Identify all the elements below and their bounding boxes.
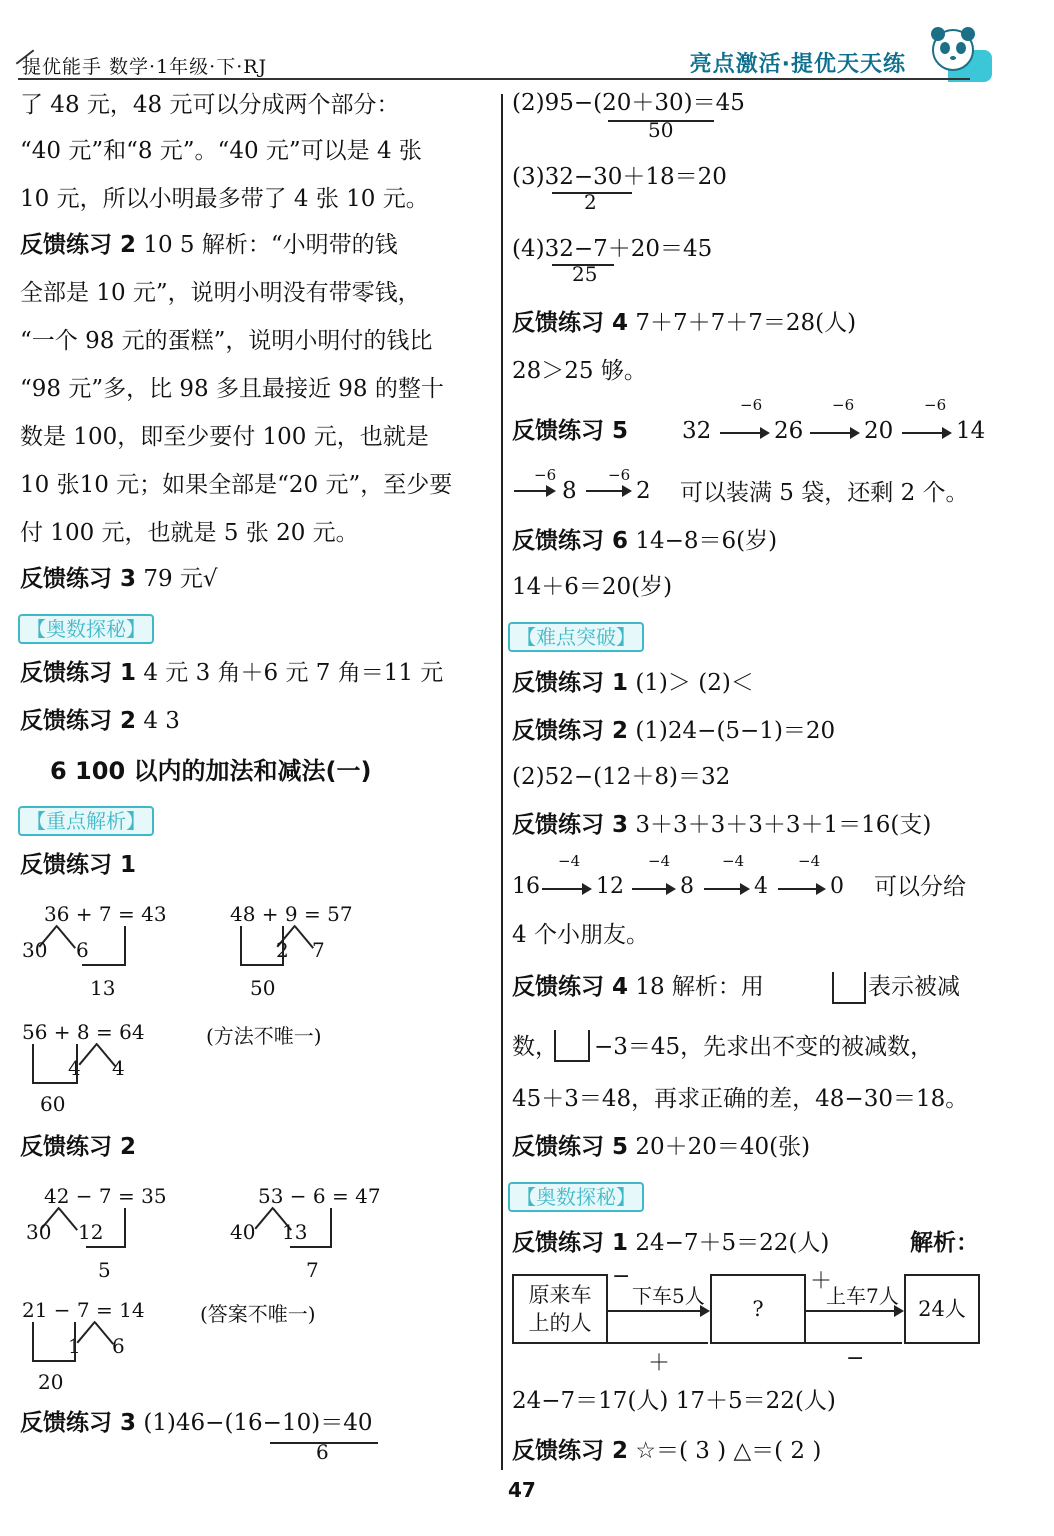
exercise-label: 反馈练习 2 (20, 708, 137, 734)
answer-line: “一个 98 元的蛋糕”，说明小明付的钱比 (20, 328, 433, 354)
answer-line: 表示被减 (868, 974, 960, 1000)
section-tag-key-analysis: 【重点解析】 (18, 806, 154, 836)
diagram-operator: ＋ (810, 1269, 833, 1294)
split-part: 40 (230, 1220, 256, 1244)
header-rule (18, 78, 970, 80)
answer-line: 14＋6＝20(岁) (512, 574, 673, 600)
arrow-right-icon (902, 432, 950, 434)
section-tag-difficulty: 【难点突破】 (508, 622, 644, 652)
section-tag-olympiad: 【奥数探秘】 (18, 614, 154, 644)
answer-line: −3＝45，先求出不变的被减数， (594, 1034, 934, 1060)
difficulty-exercise-5 (512, 1132, 810, 1162)
difficulty-exercise-2 (512, 716, 835, 746)
page-number: 47 (508, 1478, 536, 1502)
answer-line: (3)32−30＋18＝20 (512, 164, 727, 190)
exercise-answer: 14−8＝6(岁) (628, 528, 778, 554)
answer-line: 数是 100，即至少要付 100 元，也就是 (20, 424, 429, 450)
exercise-label: 反馈练习 1 (20, 660, 137, 686)
split-part: 4 (68, 1056, 81, 1080)
equation: 42 − 7 = 35 (44, 1184, 167, 1208)
exercise-label: 反馈练习 1 (20, 852, 137, 878)
combine-bracket (82, 948, 126, 966)
equation: 56 + 8 = 64 (22, 1020, 145, 1044)
equation-note: (方法不唯一) (206, 1024, 322, 1048)
panda-mascot-icon (920, 18, 986, 84)
split-part: 6 (112, 1334, 125, 1358)
sequence-value: 20 (864, 418, 894, 444)
difficulty-exercise-4 (512, 972, 764, 1002)
section-title: 6 100 以内的加法和减法(一) (50, 757, 372, 785)
exercise-label: 反馈练习 3 (20, 1410, 137, 1436)
olympiad-exercise-2 (512, 1436, 821, 1466)
placeholder-box (554, 1030, 590, 1062)
exercise-answer: 20＋20＝40(张) (628, 1134, 811, 1160)
arrow-right-icon (514, 490, 554, 492)
equation: 53 − 6 = 47 (258, 1184, 381, 1208)
exercise-label: 反馈练习 4 (512, 310, 629, 336)
diagram-box-final-passengers: 24人 (904, 1274, 980, 1344)
split-part: 30 (26, 1220, 52, 1244)
exercise-answer: (1)＞ (2)＜ (628, 670, 754, 696)
feedback-exercise-3 (20, 564, 218, 594)
difficulty-exercise-3 (512, 810, 931, 840)
exercise-label: 反馈练习 3 (20, 566, 137, 592)
arrow-operation: −6 (740, 396, 763, 414)
split-line (78, 1043, 98, 1066)
combine-result: 60 (40, 1092, 66, 1116)
answer-line: 付 100 元，也就是 5 张 20 元。 (20, 520, 359, 546)
answer-line: 45＋3＝48，再求正确的差，48−30＝18。 (512, 1086, 969, 1112)
combine-result: 20 (38, 1370, 64, 1394)
arrow-operation: −6 (924, 396, 947, 414)
combine-bracket (240, 926, 284, 966)
exercise-label: 反馈练习 3 (512, 812, 629, 838)
partial-result: 25 (572, 262, 598, 286)
difficulty-exercise-1 (512, 668, 754, 698)
answer-line: 了 48 元，48 元可以分成两个部分： (20, 92, 400, 118)
answer-line: 10 张10 元；如果全部是“20 元”，至少要 (20, 472, 453, 498)
exercise-answer: ☆＝( 3 ) △＝( 2 ) (628, 1438, 822, 1464)
answer-line: 数， (512, 1034, 558, 1060)
analysis-label: 解析： (910, 1230, 979, 1256)
arrow-right-icon (542, 888, 590, 890)
key-exercise-2 (20, 1132, 136, 1162)
equation-note: (答案不唯一) (200, 1302, 316, 1326)
header-book-title: 提优能手 数学·1年级·下·RJ (22, 56, 268, 78)
exercise-answer: 4 3 (136, 708, 180, 734)
key-exercise-3 (20, 1408, 372, 1438)
exercise-label: 反馈练习 4 (512, 974, 629, 1000)
diagram-label-get-off: 下车5人 (632, 1284, 705, 1308)
diagram-reverse-line (806, 1342, 902, 1344)
sequence-value: 32 (682, 418, 712, 444)
combine-bracket (32, 1044, 78, 1084)
split-part: 4 (112, 1056, 125, 1080)
exercise-label: 反馈练习 2 (512, 718, 629, 744)
answer-line: (2)95−(20＋30)＝45 (512, 90, 745, 116)
split-line (58, 1208, 78, 1231)
sequence-value: 14 (956, 418, 986, 444)
placeholder-box (832, 972, 866, 1004)
diagram-box-unknown: ? (710, 1274, 806, 1344)
feedback-exercise-5 (512, 416, 628, 446)
answer-conclusion: 可以分给 (874, 874, 966, 900)
header-series-title: 亮点激活·提优天天练 (689, 52, 906, 77)
split-part: 13 (282, 1220, 308, 1244)
exercise-label: 反馈练习 5 (512, 418, 629, 444)
sequence-value: 26 (774, 418, 804, 444)
arrow-right-icon (810, 432, 858, 434)
arrow-operation: −4 (648, 852, 671, 870)
combine-line (124, 1208, 126, 1246)
split-part: 1 (68, 1334, 81, 1358)
arrow-operation: −6 (832, 396, 855, 414)
exercise-answer: 3＋3＋3＋3＋3＋1＝16(支) (628, 812, 932, 838)
combine-result: 13 (90, 976, 116, 1000)
exercise-label: 反馈练习 2 (20, 1134, 137, 1160)
combine-bracket (290, 1230, 332, 1248)
exercise-answer: 7＋7＋7＋7＝28(人) (628, 310, 857, 336)
sequence-value: 16 (512, 874, 540, 899)
answer-line: “40 元”和“8 元”。“40 元”可以是 4 张 (20, 138, 422, 164)
feedback-exercise-4 (512, 308, 856, 338)
exercise-answer: (1)24−(5−1)＝20 (628, 718, 836, 744)
exercise-label: 反馈练习 1 (512, 1230, 629, 1256)
exercise-label: 反馈练习 2 (20, 232, 137, 258)
split-part: 30 (22, 938, 48, 962)
column-divider (501, 94, 503, 1470)
arrow-operation: −4 (722, 852, 745, 870)
arrow-right-icon (806, 1310, 902, 1312)
sequence-value: 4 (754, 874, 768, 899)
combine-bracket (86, 1230, 126, 1248)
exercise-label: 反馈练习 2 (512, 1438, 629, 1464)
split-part: 6 (76, 938, 89, 962)
olympiad-exercise-1 (512, 1228, 829, 1258)
arrow-operation: −4 (558, 852, 581, 870)
split-line (254, 1207, 274, 1230)
exercise-answer: 4 元 3 角＋6 元 7 角＝11 元 (136, 660, 444, 686)
equation: 36 + 7 = 43 (44, 902, 167, 926)
answer-line: 10 元，所以小明最多带了 4 张 10 元。 (20, 186, 429, 212)
equation: 48 + 9 = 57 (230, 902, 353, 926)
answer-line: “98 元”多，比 98 多且最接近 98 的整十 (20, 376, 444, 402)
sequence-value: 12 (596, 874, 624, 899)
sequence-value: 8 (680, 874, 694, 899)
partial-result: 2 (584, 190, 597, 214)
combine-result: 5 (98, 1258, 111, 1282)
diagram-box-original-passengers: 原来车 上的人 (512, 1274, 608, 1344)
arrow-operation: −6 (608, 466, 631, 484)
sequence-value: 2 (636, 478, 651, 504)
split-part: 12 (78, 1220, 104, 1244)
answer-conclusion: 可以装满 5 袋，还剩 2 个。 (680, 480, 969, 506)
feedback-exercise-2 (20, 230, 398, 260)
answer-line: (2)52−(12＋8)＝32 (512, 764, 731, 790)
arrow-right-icon (608, 1310, 708, 1312)
exercise-label: 反馈练习 1 (512, 670, 629, 696)
answer-line: 28＞25 够。 (512, 358, 647, 384)
exercise-answer: 10 5 解析：“小明带的钱 (136, 232, 398, 258)
answer-line: 24−7＝17(人) 17＋5＝22(人) (512, 1388, 836, 1414)
combine-bracket (32, 1322, 76, 1362)
exercise-answer: 79 元√ (136, 566, 218, 592)
combine-result: 50 (250, 976, 276, 1000)
sequence-value: 8 (562, 478, 577, 504)
diagram-operator: − (846, 1346, 865, 1371)
arrow-right-icon (720, 432, 768, 434)
arrow-operation: −4 (798, 852, 821, 870)
exercise-label: 反馈练习 6 (512, 528, 629, 554)
split-line (56, 926, 76, 949)
olympiad-exercise-2 (20, 706, 180, 736)
feedback-exercise-6 (512, 526, 777, 556)
diagram-operator: − (612, 1264, 631, 1289)
partial-result: 6 (316, 1440, 329, 1464)
answer-line: (4)32−7＋20＝45 (512, 236, 713, 262)
combine-result: 7 (306, 1258, 319, 1282)
combine-line (124, 926, 126, 964)
arrow-right-icon (632, 888, 674, 890)
exercise-answer: (1)46−(16−10)＝40 (136, 1410, 373, 1436)
arrow-right-icon (586, 490, 630, 492)
arrow-operation: −6 (534, 466, 557, 484)
diagram-reverse-line (608, 1342, 708, 1344)
arrow-right-icon (778, 888, 824, 890)
diagram-label-get-on: 上车7人 (826, 1284, 899, 1308)
answer-line: 4 个小朋友。 (512, 922, 649, 948)
exercise-label: 反馈练习 5 (512, 1134, 629, 1160)
key-exercise-1 (20, 850, 136, 880)
partial-result: 50 (648, 118, 674, 142)
section-tag-olympiad: 【奥数探秘】 (508, 1182, 644, 1212)
equation: 21 − 7 = 14 (22, 1298, 145, 1322)
olympiad-exercise-1 (20, 658, 443, 688)
exercise-answer: 18 解析：用 (628, 974, 764, 1000)
split-part: 7 (312, 938, 325, 962)
combine-line (330, 1208, 332, 1246)
arrow-right-icon (704, 888, 748, 890)
exercise-answer: 24−7＋5＝22(人) (628, 1230, 830, 1256)
split-part: 2 (276, 938, 289, 962)
sequence-value: 0 (830, 874, 844, 899)
answer-line: 全部是 10 元”，说明小明没有带零钱， (20, 280, 421, 306)
diagram-operator: ＋ (648, 1351, 671, 1376)
